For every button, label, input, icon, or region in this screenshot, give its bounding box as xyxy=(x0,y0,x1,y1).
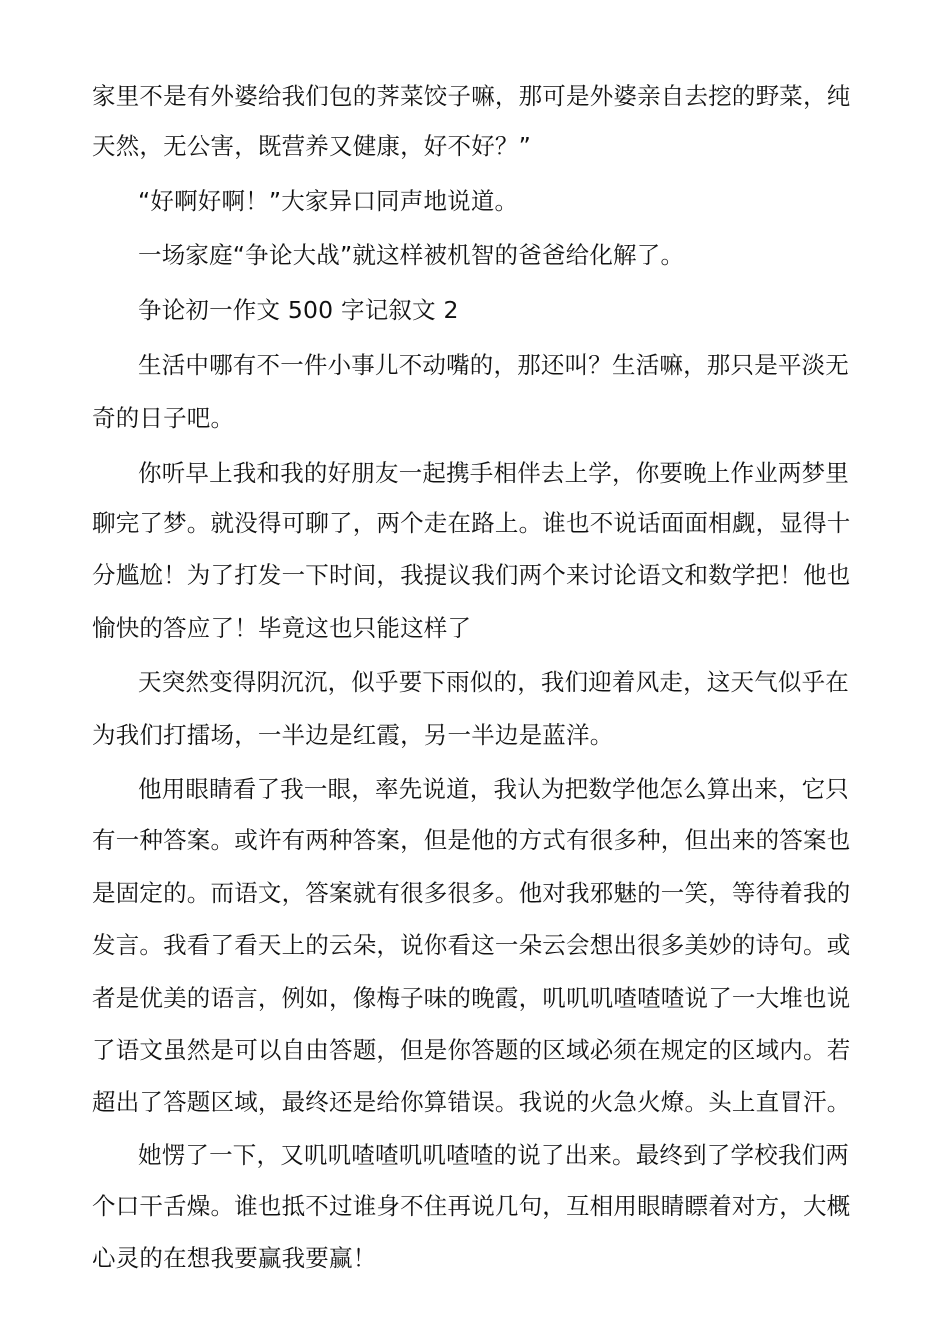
text-line: 一场家庭“争论大战”就这样被机智的爸爸给化解了。 xyxy=(138,241,685,269)
text-line: 有一种答案。或许有两种答案，但是他的方式有很多种，但出来的答案也 xyxy=(92,826,851,854)
text-line: 发言。我看了看天上的云朵，说你看这一朵云会想出很多美妙的诗句。或 xyxy=(92,931,851,959)
text-line: 他用眼睛看了我一眼，率先说道，我认为把数学他怎么算出来，它只 xyxy=(138,775,849,803)
section-heading: 争论初一作文 500 字记叙文 2 xyxy=(138,296,459,324)
text-line: 愉快的答应了！毕竟这也只能这样了 xyxy=(92,614,472,642)
text-line: 天突然变得阴沉沉，似乎要下雨似的，我们迎着风走，这天气似乎在 xyxy=(138,668,849,696)
text-line: 超出了答题区域，最终还是给你算错误。我说的火急火燎。头上直冒汗。 xyxy=(92,1088,851,1116)
text-line: 生活中哪有不一件小事儿不动嘴的，那还叫？生活嘛，那只是平淡无 xyxy=(138,351,849,379)
text-line: 你听早上我和我的好朋友一起携手相伴去上学，你要晚上作业两梦里 xyxy=(138,459,849,487)
text-line: 了语文虽然是可以自由答题，但是你答题的区域必须在规定的区域内。若 xyxy=(92,1036,851,1064)
text-line: “好啊好啊！”大家异口同声地说道。 xyxy=(138,187,519,215)
text-line: 为我们打擂场，一半边是红霞，另一半边是蓝洋。 xyxy=(92,721,614,749)
text-line: 家里不是有外婆给我们包的荠菜饺子嘛，那可是外婆亲自去挖的野菜，纯 xyxy=(92,82,851,110)
text-line: 个口干舌燥。谁也抵不过谁身不住再说几句，互相用眼睛瞟着对方，大概 xyxy=(92,1192,851,1220)
text-line: 心灵的在想我要赢我要赢！ xyxy=(92,1244,377,1272)
text-line: 奇的日子吧。 xyxy=(92,404,235,432)
text-line: 天然，无公害，既营养又健康，好不好？” xyxy=(92,132,531,160)
text-line: 分尴尬！为了打发一下时间，我提议我们两个来讨论语文和数学把！他也 xyxy=(92,561,851,589)
text-line: 是固定的。而语文，答案就有很多很多。他对我邪魅的一笑，等待着我的 xyxy=(92,879,851,907)
text-line: 她愣了一下，又叽叽喳喳叽叽喳喳的说了出来。最终到了学校我们两 xyxy=(138,1141,849,1169)
text-line: 者是优美的语言，例如，像梅子味的晚霞，叽叽叽喳喳喳说了一大堆也说 xyxy=(92,984,851,1012)
text-line: 聊完了梦。就没得可聊了，两个走在路上。谁也不说话面面相觑，显得十 xyxy=(92,509,851,537)
